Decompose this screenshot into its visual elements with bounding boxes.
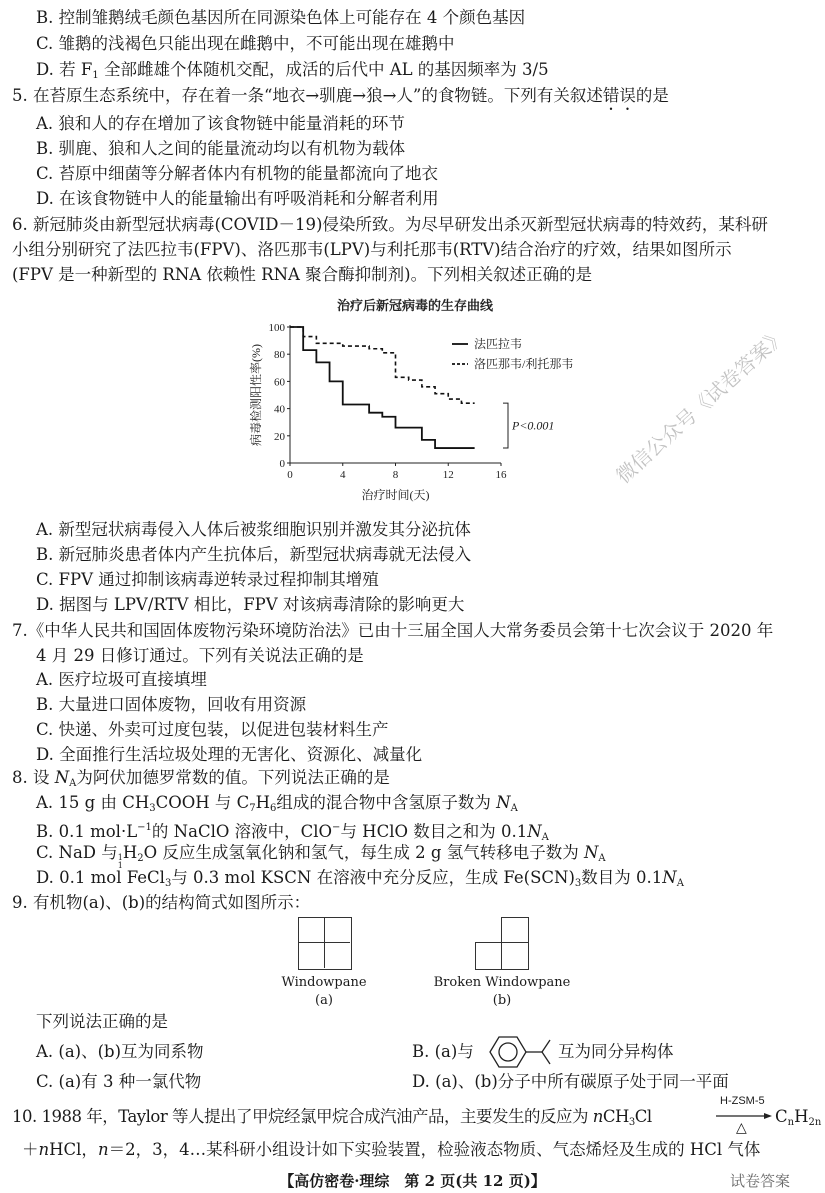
page-footer: 【高仿密卷·理综 第 2 页(共 12 页)】 <box>279 1172 546 1190</box>
text-segment: D. 据图与 LPV/RTV 相比，FPV 对该病毒清除的影响更大 <box>36 595 465 614</box>
q7-option-d <box>36 744 422 766</box>
watermark: 微信公众号《试卷答案》 <box>611 323 791 489</box>
text-segment: 7 <box>249 803 256 814</box>
q7-option-c <box>36 719 389 741</box>
q6-option-d <box>36 594 464 616</box>
text-segment: N <box>54 768 70 787</box>
text-segment: B. (a)与 <box>412 1042 474 1061</box>
text-segment: 6. 新冠肺炎由新型冠状病毒(COVID－19)侵染所致。为尽早研发出杀灭新型冠状病毒的特效药，某科研 <box>12 215 768 234</box>
broken-windowpane-tag: (b) <box>492 993 512 1008</box>
text-segment: A. 15 g 由 CH <box>36 793 150 812</box>
text-segment: B. 驯鹿、狼和人之间的能量流动均以有机物为载体 <box>36 139 406 158</box>
text-segment: A. 医疗垃圾可直接填埋 <box>36 670 207 689</box>
isopropylbenzene-structure-icon <box>480 1034 560 1070</box>
q8-option-d <box>36 867 684 895</box>
text-segment: 3 <box>628 1117 635 1128</box>
text-segment: Cl <box>634 1107 652 1126</box>
q4-option-c <box>36 33 455 55</box>
survival-curve-chart <box>240 292 590 510</box>
text-segment: A <box>676 878 684 889</box>
text-segment: CH <box>602 1107 629 1126</box>
q9-option-a <box>36 1041 204 1063</box>
text-segment: A. 新型冠状病毒侵入人体后被浆细胞识别并激发其分泌抗体 <box>36 520 471 539</box>
text-segment: C. 苔原中细菌等分解者体内有机物的能量都流向了地衣 <box>36 164 439 183</box>
text-segment: A <box>541 832 549 843</box>
text-segment: ＝2，3，4…某科研小组设计如下实验装置，检验液态物质、气态烯烃及生成的 HCl 气体 <box>108 1140 761 1159</box>
legend-label: 法匹拉韦 <box>474 337 523 351</box>
q6-stem-line3 <box>12 264 592 286</box>
text-segment: 3 <box>149 803 156 814</box>
text-segment: 3 <box>164 878 172 889</box>
text-segment: N <box>583 843 599 862</box>
text-segment: ＋ <box>22 1140 39 1159</box>
text-segment: D. 0.1 mol FeCl <box>36 868 165 887</box>
text-segment: 数目为 0.1 <box>581 868 663 887</box>
text-segment: 与 0.3 mol KSCN 在溶液中充分反应，生成 Fe(SCN) <box>171 868 575 887</box>
q9-option-d <box>412 1071 729 1093</box>
q5-option-d <box>36 188 439 210</box>
text-segment: B. 控制雏鹅绒毛颜色基因所在同源染色体上可能存在 4 个颜色基因 <box>36 8 526 27</box>
p-value-annotation: P<0.001 <box>512 418 555 433</box>
text-segment: n <box>38 1140 50 1159</box>
text-segment: 错误 <box>602 86 636 105</box>
text-segment: A <box>510 803 518 814</box>
q4-option-d <box>36 59 549 87</box>
text-segment: H <box>794 1107 809 1126</box>
q7-stem-line2 <box>36 645 364 667</box>
text-segment: C. (a)有 3 种一氯代物 <box>36 1072 202 1091</box>
windowpane-tag: (a) <box>315 993 333 1008</box>
x-tick-label: 4 <box>340 469 346 481</box>
q6-option-b <box>36 544 471 566</box>
text-segment: D. (a)、(b)分子中所有碳原子处于同一平面 <box>412 1072 729 1091</box>
text-segment: O 反应生成氢氧化钠和氢气，每生成 2 g 氢气转移电子数为 <box>143 843 584 862</box>
x-tick-label: 0 <box>287 469 293 481</box>
y-tick-label: 0 <box>279 458 285 470</box>
y-axis-label: 病毒检测阳性率(%) <box>249 344 263 446</box>
text-segment: 2n <box>808 1117 822 1128</box>
text-segment: 5. 在苔原生态系统中，存在着一条“地衣→驯鹿→狼→人”的食物链。下列有关叙述 <box>12 86 603 105</box>
text-segment: D. 若 F <box>36 60 93 79</box>
text-segment: C. NaD 与 <box>36 843 118 862</box>
text-segment: −1 <box>137 822 152 833</box>
text-segment: A. (a)、(b)互为同系物 <box>36 1042 204 1061</box>
q9-stem <box>12 892 310 914</box>
q8-option-a <box>36 792 518 820</box>
text-segment: B. 新冠肺炎患者体内产生抗体后，新型冠状病毒就无法侵入 <box>36 545 472 564</box>
q5-option-b <box>36 138 405 160</box>
text-segment: A <box>598 853 606 864</box>
reaction-catalyst: H-ZSM-5 <box>720 1095 765 1107</box>
reaction-condition: △ <box>736 1120 747 1136</box>
text-segment: 1 <box>92 70 99 81</box>
text-segment: N <box>662 868 677 887</box>
text-segment: C. 雏鹅的浅褐色只能出现在雌鹅中，不可能出现在雄鹅中 <box>36 34 455 53</box>
x-tick-label: 16 <box>495 469 507 481</box>
x-tick-label: 12 <box>442 469 454 481</box>
text-segment: 为阿伏加德罗常数的值。下列说法正确的是 <box>76 768 390 787</box>
text-segment: HCl， <box>49 1140 98 1159</box>
text-segment: B. 大量进口固体废物，回收有用资源 <box>36 695 307 714</box>
text-segment: 7.《中华人民共和国固体废物污染环境防治法》已由十三届全国人大常务委员会第十七次会议于 2020 年 <box>12 621 774 640</box>
q9-prompt <box>36 1011 168 1033</box>
text-segment: C <box>775 1107 788 1126</box>
text-segment: 9. 有机物(a)、(b)的结构简式如图所示： <box>12 893 311 912</box>
q10-line2 <box>22 1139 760 1161</box>
y-tick-label: 100 <box>268 322 285 334</box>
q8-option-c <box>36 842 606 870</box>
q7-stem-line1 <box>12 620 773 642</box>
significance-bracket <box>503 403 508 448</box>
text-segment: − <box>332 822 341 833</box>
q6-stem-line1 <box>12 214 768 236</box>
text-segment: D. 在该食物链中人的能量输出有呼吸消耗和分解者利用 <box>36 189 439 208</box>
text-segment: (FPV 是一种新型的 RNA 依赖性 RNA 聚合酶抑制剂)。下列相关叙述正确的是 <box>12 265 593 284</box>
text-segment: 组成的混合物中含氢原子数为 <box>276 793 497 812</box>
q6-stem-line2 <box>12 239 732 261</box>
y-tick-label: 80 <box>274 349 285 362</box>
q5-option-c <box>36 163 438 185</box>
q9-option-b-suffix <box>558 1041 674 1063</box>
text-segment: 8. 设 <box>12 768 55 787</box>
text-segment: 4 月 29 日修订通过。下列有关说法正确的是 <box>36 646 364 665</box>
q7-option-a <box>36 669 207 691</box>
q10-line1 <box>12 1106 652 1134</box>
text-segment: n <box>787 1117 795 1128</box>
text-segment: 6 <box>270 803 277 814</box>
chart-title: 治疗后新冠病毒的生存曲线 <box>336 298 494 313</box>
wechat-logo: 试卷答案 <box>730 1172 791 1190</box>
text-segment: 互为同分异构体 <box>558 1042 674 1061</box>
x-axis-label: 治疗时间(天) <box>361 488 430 502</box>
text-segment: 10. 1988 年，Taylor 等人提出了甲烷经氯甲烷合成汽油产品，主要发生的反应为 <box>12 1107 593 1126</box>
text-segment: H <box>122 843 138 862</box>
text-segment: 全部雌雄个体随机交配，成活的后代中 AL 的基因频率为 3/5 <box>98 60 549 79</box>
q6-option-a <box>36 519 471 541</box>
text-segment: 下列说法正确的是 <box>36 1012 168 1031</box>
text-segment: 小组分别研究了法匹拉韦(FPV)、洛匹那韦(LPV)与利托那韦(RTV)结合治疗的疗效，结果如图所示 <box>12 240 732 259</box>
q5-option-a <box>36 113 405 135</box>
text-segment: n <box>97 1140 109 1159</box>
text-segment: n <box>592 1107 603 1126</box>
q9-option-b <box>412 1041 474 1063</box>
text-segment: B. 0.1 mol·L <box>36 822 138 841</box>
x-tick-label: 8 <box>392 469 399 481</box>
reaction-product <box>775 1106 821 1134</box>
legend-label: 洛匹那韦/利托那韦 <box>474 357 574 371</box>
q8-stem <box>12 767 390 795</box>
text-segment: D. 全面推行生活垃圾处理的无害化、资源化、减量化 <box>36 745 423 764</box>
text-segment: 2 <box>137 853 144 864</box>
text-segment: 的 NaClO 溶液中，ClO <box>151 822 333 841</box>
q7-option-b <box>36 694 306 716</box>
text-segment: 的是 <box>635 86 669 105</box>
text-segment: A. 狼和人的存在增加了该食物链中能量消耗的环节 <box>36 114 405 133</box>
text-segment: A <box>69 778 77 789</box>
q5-stem <box>12 85 669 114</box>
y-tick-label: 60 <box>274 376 285 389</box>
text-segment: H <box>255 793 271 812</box>
text-segment: C. FPV 通过抑制该病毒逆转录过程抑制其增殖 <box>36 570 379 589</box>
text-segment: N <box>496 793 511 812</box>
series-line-2 <box>290 327 475 403</box>
y-tick-label: 20 <box>274 430 285 443</box>
text-segment: COOH 与 C <box>155 793 250 812</box>
y-tick-label: 40 <box>274 403 285 416</box>
q4-option-b <box>36 7 525 29</box>
broken-windowpane-label: Broken Windowpane <box>433 975 571 990</box>
q9-option-c <box>36 1071 201 1093</box>
windowpane-label: Windowpane <box>281 975 367 990</box>
text-segment: N <box>527 822 542 841</box>
text-segment: 1 1 <box>117 853 123 870</box>
text-segment: 3 <box>574 878 582 889</box>
text-segment: 与 HClO 数目之和为 0.1 <box>340 822 528 841</box>
series-line-1 <box>290 327 475 448</box>
q6-option-c <box>36 569 379 591</box>
text-segment: C. 快递、外卖可过度包装，以促进包装材料生产 <box>36 720 389 739</box>
